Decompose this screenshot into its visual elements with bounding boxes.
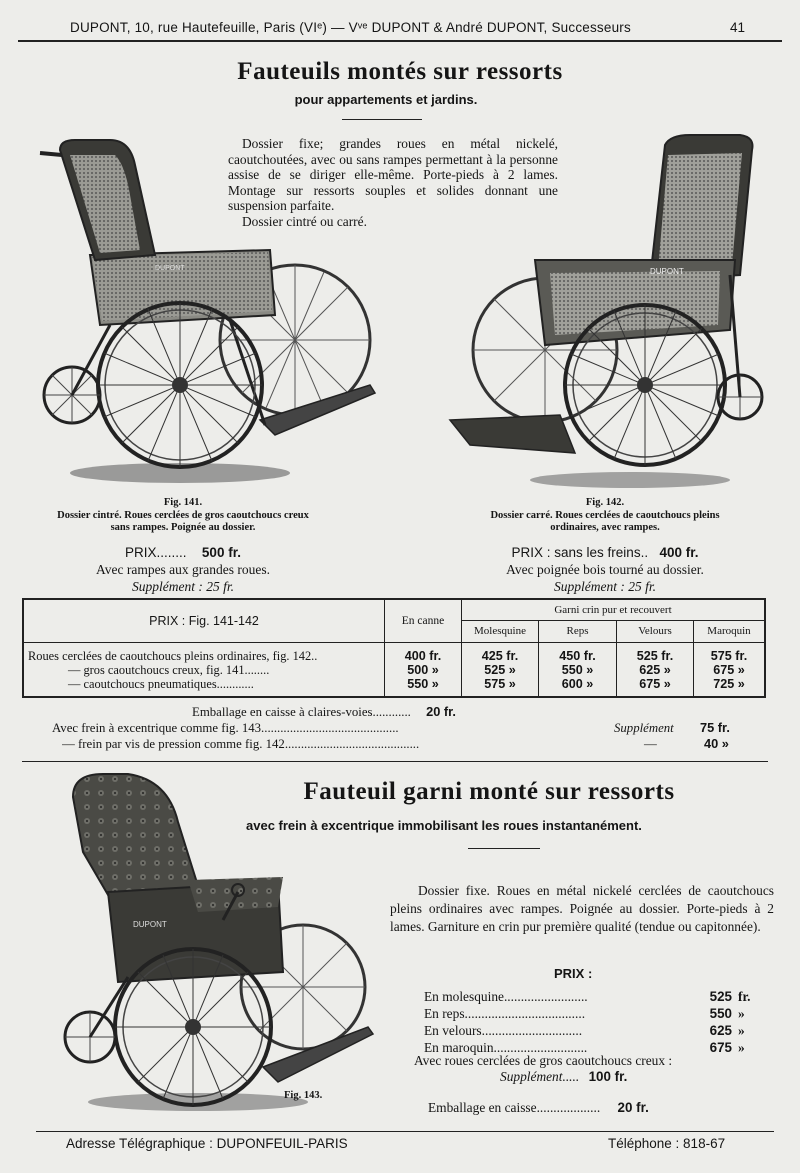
title-divider bbox=[342, 119, 422, 120]
description-text-2: Dossier cintré ou carré. bbox=[242, 213, 367, 229]
price-row-label: En velours.............................. bbox=[424, 1023, 583, 1038]
fig143-label: Fig. 143. bbox=[284, 1090, 323, 1101]
price-table-col-molesquine: Molesquine bbox=[474, 625, 526, 637]
section2-subtitle: avec frein à excentrique immobilisant les roues instantanément. bbox=[246, 818, 642, 833]
price-cell: 525 » bbox=[484, 663, 516, 677]
extras-screw-brake-label: — frein par vis de pression comme fig. 142.......................................... bbox=[62, 737, 420, 751]
price-table-col-canne: En canne bbox=[385, 599, 462, 643]
price-table-reps-values bbox=[539, 643, 617, 697]
extras-brake-value: 75 fr. bbox=[700, 720, 730, 735]
fig141-option-line: Avec rampes aux grandes roues. bbox=[95, 562, 271, 577]
price-row-unit: » bbox=[738, 1023, 745, 1038]
title-divider bbox=[468, 848, 540, 849]
description-text: Dossier fixe; grandes roues en métal nickelé, caoutchoutées, avec ou sans rampes permettant à la personne assise de se diriger elle-même. Porte-pieds à 2 lames. Montage sur ressorts souples et solides donnant une suspension parfaite. bbox=[228, 136, 558, 213]
fig141-caption bbox=[0, 497, 366, 535]
packing-value: 20 fr. bbox=[617, 1100, 649, 1115]
section2-price-list bbox=[424, 988, 768, 1056]
price-row-label: En maroquin............................ bbox=[424, 1040, 588, 1055]
footer-phone: Téléphone : 818-67 bbox=[608, 1136, 726, 1151]
price-table-col-maroquin: Maroquin bbox=[693, 621, 764, 642]
section2-packing bbox=[428, 1099, 649, 1116]
price-cell: 450 fr. bbox=[559, 649, 596, 663]
chair-brand-label: DUPONT bbox=[650, 267, 684, 276]
price-table-row-label: Roues cerclées de caoutchoucs pleins ordinaires, fig. 142.. bbox=[28, 649, 318, 663]
wheelchair-fig142-illustration bbox=[450, 135, 775, 495]
price-table-col-velours: Velours bbox=[616, 621, 693, 642]
running-header: DUPONT, 10, rue Hautefeuille, Paris (VIᵉ) — Vᵛᵉ DUPONT & André DUPONT, Successeurs bbox=[70, 20, 631, 35]
fig141-supplement: Supplément : 25 fr. bbox=[132, 579, 234, 594]
fig142-caption-line1: Dossier carré. Roues cerclées de caoutchoucs pleins bbox=[490, 509, 720, 521]
price-table-corner: PRIX : Fig. 141-142 bbox=[23, 599, 385, 643]
price-cell: 625 » bbox=[639, 663, 671, 677]
price-table-molesquine-values bbox=[462, 643, 539, 697]
section2-supplement bbox=[500, 1068, 627, 1085]
fig142-price-label: PRIX : sans les freins.. bbox=[511, 545, 649, 560]
chair-brand-label: DUPONT bbox=[155, 265, 185, 272]
supplement-label: Supplément..... bbox=[500, 1069, 580, 1084]
fig142-option-line: Avec poignée bois tourné au dossier. bbox=[506, 562, 704, 577]
price-cell: 500 » bbox=[407, 663, 439, 677]
price-table-row-label: — caoutchoucs pneumatiques............ bbox=[68, 677, 254, 691]
price-row bbox=[424, 1005, 768, 1022]
price-cell: 575 » bbox=[484, 677, 516, 691]
section2-prix-heading: PRIX : bbox=[554, 966, 593, 981]
wheelchair-fig141-illustration bbox=[30, 135, 375, 495]
extras-brake-label: Avec frein à excentrique comme fig. 143........................................... bbox=[52, 721, 399, 735]
price-cell: 525 fr. bbox=[636, 649, 674, 663]
chair-brand-label: DUPONT bbox=[133, 920, 167, 929]
fig141-price-value: 500 fr. bbox=[201, 545, 241, 560]
price-row bbox=[424, 988, 768, 1005]
fig142-price-block bbox=[420, 544, 790, 595]
price-row-label: En molesquine......................... bbox=[424, 989, 588, 1004]
price-table-row-label: — gros caoutchoucs creux, fig. 141........ bbox=[68, 663, 270, 677]
price-row-value: 625 bbox=[709, 1023, 732, 1038]
description-text: Dossier fixe. Roues en métal nickelé cerclées de caoutchoucs pleins ordinaires avec rampes. Poignée au dossier. Porte-pieds à 2 lames. Garniture en crin pur première qualité (tendue ou capitonnée). bbox=[390, 883, 774, 934]
section1-title: Fauteuils montés sur ressorts bbox=[237, 58, 563, 85]
price-table-col-reps: Reps bbox=[538, 621, 616, 642]
price-cell: 425 fr. bbox=[481, 649, 519, 663]
fig141-price-line bbox=[0, 544, 366, 561]
fig142-price-line bbox=[420, 544, 790, 561]
extras-packing bbox=[192, 704, 456, 720]
section2-title: Fauteuil garni monté sur ressorts bbox=[303, 778, 675, 805]
section2-tyres-line: Avec roues cerclées de gros caoutchoucs creux : bbox=[414, 1053, 673, 1068]
price-cell: 550 » bbox=[407, 677, 439, 691]
header-rule bbox=[18, 40, 782, 42]
price-cell: 600 » bbox=[561, 677, 594, 691]
fig142-caption bbox=[420, 497, 790, 535]
footer-address: Adresse Télégraphique : DUPONFEUIL-PARIS bbox=[66, 1136, 348, 1151]
section-divider bbox=[22, 761, 768, 762]
extras-brake-note: Supplément bbox=[614, 721, 674, 735]
footer-rule bbox=[36, 1131, 774, 1132]
section1-subtitle: pour appartements et jardins. bbox=[294, 92, 478, 107]
fig141-label: Fig. 141. bbox=[163, 497, 203, 508]
price-cell: 400 fr. bbox=[404, 649, 442, 663]
price-row bbox=[424, 1022, 768, 1039]
page-number: 41 bbox=[730, 20, 746, 35]
price-table-maroquin-values bbox=[694, 643, 766, 697]
packing-label: Emballage en caisse................... bbox=[428, 1100, 601, 1115]
extras-value: 20 fr. bbox=[426, 704, 456, 719]
fig141-caption-line1: Dossier cintré. Roues cerclées de gros caoutchoucs creux bbox=[57, 509, 309, 521]
extras-label: Emballage en caisse à claires-voies............ bbox=[192, 705, 411, 719]
fig141-price-label: PRIX........ bbox=[125, 545, 187, 560]
fig141-caption-line2: sans rampes. Poignée au dossier. bbox=[110, 522, 256, 533]
price-table-canne-values bbox=[385, 643, 462, 697]
fig142-label: Fig. 142. bbox=[585, 497, 625, 508]
price-table-velours-values bbox=[617, 643, 694, 697]
extras-screw-brake-value: 40 » bbox=[704, 736, 729, 751]
price-cell: 550 » bbox=[561, 663, 594, 677]
price-table bbox=[22, 598, 766, 698]
price-row-value: 550 bbox=[709, 1006, 732, 1021]
fig142-caption-line2: ordinaires, avec rampes. bbox=[550, 522, 660, 533]
fig141-price-block bbox=[0, 544, 366, 595]
price-row-value: 525 bbox=[709, 989, 732, 1004]
price-row-label: En reps.................................... bbox=[424, 1006, 586, 1021]
price-cell: 675 » bbox=[713, 663, 745, 677]
price-row-unit: fr. bbox=[738, 989, 751, 1004]
price-row-value: 675 bbox=[709, 1040, 732, 1055]
price-row-unit: » bbox=[738, 1040, 745, 1055]
extras-screw-brake-note: — bbox=[644, 737, 657, 751]
supplement-value: 100 fr. bbox=[588, 1069, 628, 1084]
price-table-garni-header: Garni crin pur et recouvert bbox=[462, 600, 764, 621]
fig142-price-value: 400 fr. bbox=[659, 545, 699, 560]
price-cell: 725 » bbox=[713, 677, 745, 691]
wheelchair-fig143-illustration bbox=[38, 772, 378, 1117]
price-table-row-labels bbox=[23, 643, 385, 697]
price-cell: 575 fr. bbox=[710, 649, 748, 663]
section2-description bbox=[390, 882, 774, 936]
price-cell: 675 » bbox=[639, 677, 671, 691]
price-row-unit: » bbox=[738, 1006, 745, 1021]
fig142-supplement: Supplément : 25 fr. bbox=[554, 579, 656, 594]
